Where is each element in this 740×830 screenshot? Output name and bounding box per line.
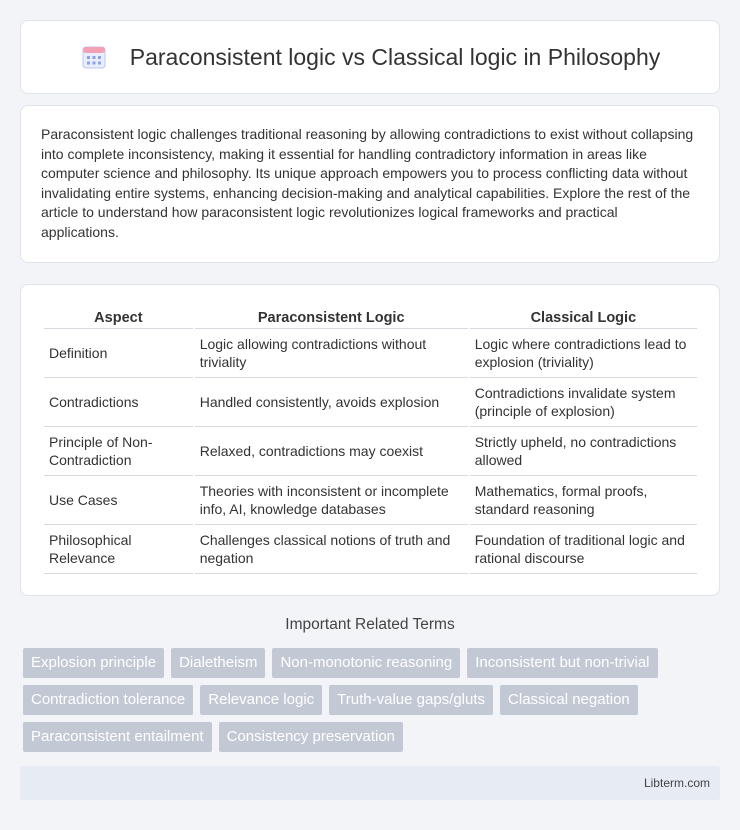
comparison-table-card [20, 284, 720, 596]
tag-row [23, 648, 723, 678]
tag-relevance-logic[interactable]: Relevance logic [200, 685, 322, 715]
table-cell: Strictly upheld, no contradictions allowed [470, 427, 697, 476]
table-cell: Theories with inconsistent or incomplete info, AI, knowledge databases [195, 476, 468, 525]
column-header-paraconsistent: Paraconsistent Logic [195, 305, 468, 329]
table-row [44, 378, 697, 427]
table-cell: Challenges classical notions of truth and negation [195, 525, 468, 574]
table-cell: Mathematics, formal proofs, standard reasoning [470, 476, 697, 525]
tag-contradiction-tolerance[interactable]: Contradiction tolerance [23, 685, 193, 715]
tag-truth-value-gaps-gluts[interactable]: Truth-value gaps/gluts [329, 685, 493, 715]
column-header-classical: Classical Logic [470, 305, 697, 329]
tag-classical-negation[interactable]: Classical negation [500, 685, 638, 715]
tag-non-monotonic-reasoning[interactable]: Non-monotonic reasoning [272, 648, 460, 678]
table-cell: Logic where contradictions lead to explosion (triviality) [470, 329, 697, 378]
table-cell: Contradictions [44, 378, 193, 427]
table-row [44, 525, 697, 574]
tag-row [23, 685, 723, 715]
header-card [20, 20, 720, 94]
table-cell: Contradictions invalidate system (principle of explosion) [470, 378, 697, 427]
table-cell: Foundation of traditional logic and rational discourse [470, 525, 697, 574]
footer-site-link[interactable]: Libterm.com [643, 776, 710, 790]
comparison-table [42, 305, 699, 574]
table-row [44, 427, 697, 476]
related-terms-heading: Important Related Terms [285, 616, 455, 633]
table-cell: Definition [44, 329, 193, 378]
page-title: Paraconsistent logic vs Classical logic in Philosophy [129, 43, 661, 70]
table-cell: Principle of Non-Contradiction [44, 427, 193, 476]
tag-inconsistent-but-non-trivial[interactable]: Inconsistent but non-trivial [467, 648, 657, 678]
footer [20, 766, 720, 800]
calendar-grid-icon [80, 43, 108, 71]
tag-paraconsistent-entailment[interactable]: Paraconsistent entailment [23, 722, 212, 752]
tag-consistency-preservation[interactable]: Consistency preservation [219, 722, 403, 752]
table-cell: Relaxed, contradictions may coexist [195, 427, 468, 476]
table-cell: Handled consistently, avoids explosion [195, 378, 468, 427]
tag-dialetheism[interactable]: Dialetheism [171, 648, 265, 678]
table-cell: Logic allowing contradictions without triviality [195, 329, 468, 378]
tag-row [23, 722, 723, 752]
table-cell: Philosophical Relevance [44, 525, 193, 574]
related-terms-list [23, 648, 723, 759]
intro-paragraph: Paraconsistent logic challenges traditional reasoning by allowing contradictions to exist without collapsing into complete inconsistency, making it essential for handling contradictory information in areas like computer science and philosophy. Its unique approach empowers you to process conflicting data without invalidating entire systems, enhancing decision-making and analytical capabilities. Explore the rest of the article to understand how paraconsistent logic revolutionizes logical frameworks and practical applications. [41, 126, 694, 240]
tag-explosion-principle[interactable]: Explosion principle [23, 648, 164, 678]
table-cell: Use Cases [44, 476, 193, 525]
intro-card [20, 105, 720, 263]
table-header-row [44, 305, 697, 329]
table-row [44, 329, 697, 378]
column-header-aspect: Aspect [44, 305, 193, 329]
table-row [44, 476, 697, 525]
